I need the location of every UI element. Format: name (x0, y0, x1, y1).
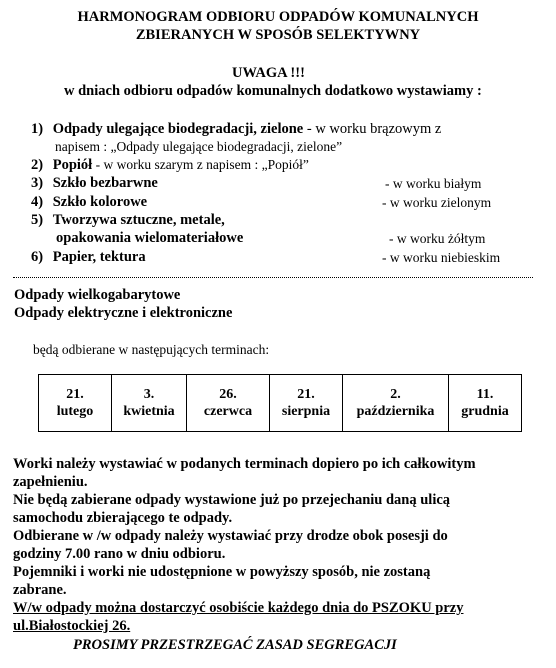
list-item-name: Odpady ulegające biodegradacji, zielone (52, 121, 304, 137)
rule-3-line2: godziny 7.00 rano w dniu odbioru. (13, 546, 226, 562)
date-month: czerwca (203, 404, 253, 419)
list-item-name-cont: opakowania wielomateriałowe (56, 230, 244, 246)
collection-dates-table (38, 374, 522, 432)
list-item-description-cont: napisem : „Odpady ulegające biodegradacji, zielone” (55, 139, 343, 154)
notice-heading: UWAGA !!! (232, 65, 305, 81)
list-item (31, 212, 225, 229)
date-day: 3. (143, 387, 155, 402)
date-cell (187, 375, 270, 432)
document-title-line1: HARMONOGRAM ODBIORU ODPADÓW KOMUNALNYCH (77, 9, 479, 25)
list-item-name: Tworzywa sztuczne, metale, (52, 212, 225, 228)
rule-5-line1: W/w odpady można dostarczyć osobiście każdego dnia do PSZOKU przy (13, 600, 464, 616)
date-month: sierpnia (281, 404, 331, 419)
date-cell (449, 375, 522, 432)
list-item-number: 4) (31, 194, 44, 210)
notice-subheading: w dniach odbioru odpadów komunalnych dodatkowo wystawiamy : (64, 83, 482, 99)
date-day: 2. (390, 387, 401, 402)
rule-3-line1: Odbierane w /w odpady należy wystawiać przy drodze obok posesji do (13, 528, 448, 544)
table-row (39, 375, 522, 432)
list-item-description: - w worku zielonym (382, 195, 492, 210)
rule-4-line2: zabrane. (13, 582, 67, 598)
list-item-name: Popiół (52, 157, 93, 173)
list-item-name: Papier, tektura (52, 249, 146, 265)
list-item (31, 175, 158, 192)
list-item (31, 194, 147, 211)
date-day: 26. (219, 387, 237, 402)
rule-1-line2: zapełnieniu. (13, 474, 88, 490)
list-item-name: Szkło bezbarwne (52, 175, 158, 191)
date-day: 11. (476, 387, 494, 402)
rule-1-line1: Worki należy wystawiać w podanych terminach dopiero po ich całkowitym (13, 456, 476, 472)
list-item-description: - w worku żółtym (389, 231, 486, 246)
rule-2-line2: samochodu zbierającego te odpady. (13, 510, 233, 526)
rule-4-line1: Pojemniki i worki nie udostępnione w powyższy sposób, nie zostaną (13, 564, 431, 580)
date-day: 21. (297, 387, 315, 402)
list-item-number: 1) (31, 121, 44, 137)
list-item (31, 121, 441, 138)
date-month: kwietnia (123, 404, 175, 419)
date-month: października (356, 404, 435, 419)
list-item-number: 6) (31, 249, 44, 265)
list-item-description: - w worku białym (385, 176, 482, 191)
list-item (31, 157, 309, 174)
list-item-description: - w worku brązowym z (303, 121, 442, 137)
date-cell (39, 375, 112, 432)
document-title-line2: ZBIERANYCH W SPOSÓB SELEKTYWNY (135, 27, 421, 43)
list-item-number: 3) (31, 175, 44, 191)
date-cell (112, 375, 187, 432)
date-day: 21. (66, 387, 84, 402)
list-item (31, 249, 146, 266)
list-item-name: Szkło kolorowe (52, 194, 148, 210)
electronic-waste-label: Odpady elektryczne i elektroniczne (14, 305, 233, 321)
list-item-number: 2) (31, 157, 44, 173)
rule-5-line2: ul.Białostockiej 26. (13, 618, 131, 634)
date-cell (343, 375, 449, 432)
list-item-description: - w worku szarym z napisem : „Popiół” (92, 157, 309, 172)
bulky-waste-label: Odpady wielkogabarytowe (14, 287, 181, 303)
date-month: lutego (56, 404, 94, 419)
dotted-divider (13, 277, 533, 278)
closing-slogan: PROSIMY PRZESTRZEGAĆ ZASAD SEGREGACJI (73, 637, 397, 653)
rule-2-line1: Nie będą zabierane odpady wystawione już po przejechaniu daną ulicą (13, 492, 451, 508)
terms-intro: będą odbierane w następujących terminach: (33, 342, 270, 357)
date-cell (270, 375, 343, 432)
list-item-description: - w worku niebieskim (382, 250, 501, 265)
date-month: grudnia (461, 404, 509, 419)
list-item-number: 5) (31, 212, 44, 228)
